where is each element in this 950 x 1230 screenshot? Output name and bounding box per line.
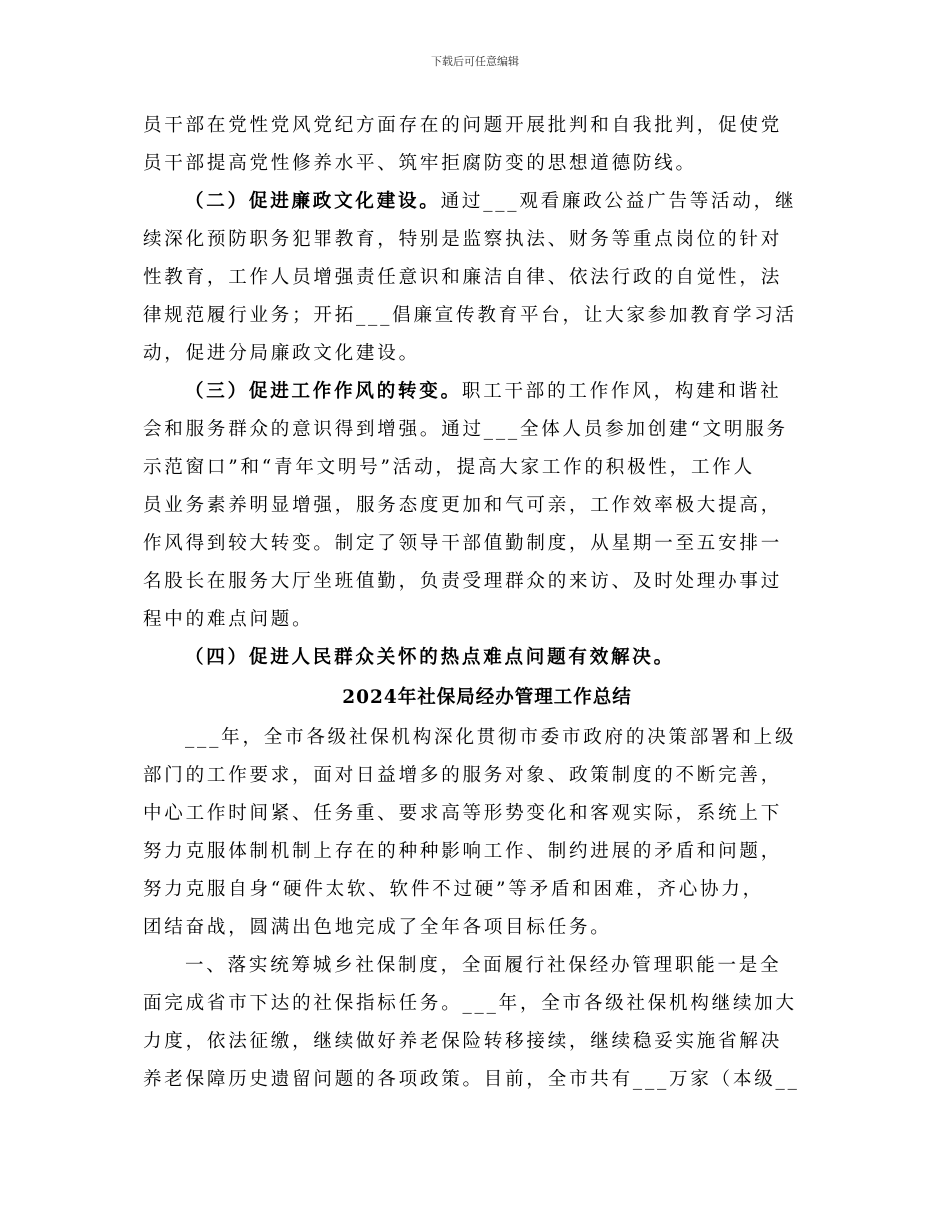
text-line: 面完成省市下达的社保指标任务。___年，全市各级社保机构继续加大 [143,993,797,1014]
text-line: 努力克服体制机制上存在的种种影响工作、制约进展的矛盾和问题， [143,841,783,862]
section-text: 通过___观看廉政公益广告等活动，继 [440,191,797,212]
document-body [143,107,811,1099]
text-line: 员干部提高党性修养水平、筑牢拒腐防变的思想道德防线。 [143,153,697,174]
text-line: ___年，全市各级社保机构深化贯彻市委市政府的决策部署和上级 [185,727,797,748]
section-paragraph-2 [143,183,811,221]
text-line: 程中的难点问题。 [143,609,314,630]
text-line: 一、落实统筹城乡社保制度，全面履行社保经办管理职能一是全 [185,955,782,976]
text-line: 力度，依法征缴，继续做好养老保险转移接续，继续稳妥实施省解决 [143,1031,783,1052]
text-line: 部门的工作要求，面对日益增多的服务对象、政策制度的不断完善， [143,765,783,786]
text-line: 名股长在服务大厅坐班值勤，负责受理群众的来访、及时处理办事过 [143,571,783,592]
section-paragraph-3 [143,373,811,411]
text-line: 律规范履行业务；开拓___倡廉宣传教育平台，让大家参加教育学习活 [143,305,797,326]
text-line: 员业务素养明显增强，服务态度更加和气可亲，工作效率极大提高， [143,495,783,516]
text-line: 中心工作时间紧、任务重、要求高等形势变化和客观实际，系统上下 [143,803,783,824]
section-heading: （二）促进廉政文化建设。 [185,191,441,212]
text-line: 续深化预防职务犯罪教育，特别是监察执法、财务等重点岗位的针对 [143,229,783,250]
text-line: 员干部在党性党风党纪方面存在的问题开展批判和自我批判，促使党 [143,115,783,136]
text-line: 养老保障历史遗留问题的各项政策。目前，全市共有___万家（本级__ [143,1069,800,1090]
text-line: 会和服务群众的意识得到增强。通过___全体人员参加创建“文明服务 [143,419,788,440]
text-line: 示范窗口”和“青年文明号”活动，提高大家工作的积极性，工作人 [143,457,755,478]
page-header: 下载后可任意编辑 [431,55,519,68]
text-line: 动，促进分局廉政文化建设。 [143,343,420,364]
section-heading-4: （四）促进人民群众关怀的热点难点问题有效解决。 [185,647,675,668]
section-text: 职工干部的工作作风，构建和谐社 [461,381,782,402]
text-line: 性教育，工作人员增强责任意识和廉洁自律、依法行政的自觉性，法 [143,267,783,288]
text-line: 团结奋战，圆满出色地完成了全年各项目标任务。 [143,917,612,938]
text-line: 作风得到较大转变。制定了领导干部值勤制度，从星期一至五安排一 [143,533,783,554]
section-heading: （三）促进工作作风的转变。 [185,381,462,402]
text-line: 努力克服自身“硬件太软、软件不过硬”等矛盾和困难，齐心协力， [143,879,764,900]
document-title: 2024年社保局经办管理工作总结 [342,687,632,708]
